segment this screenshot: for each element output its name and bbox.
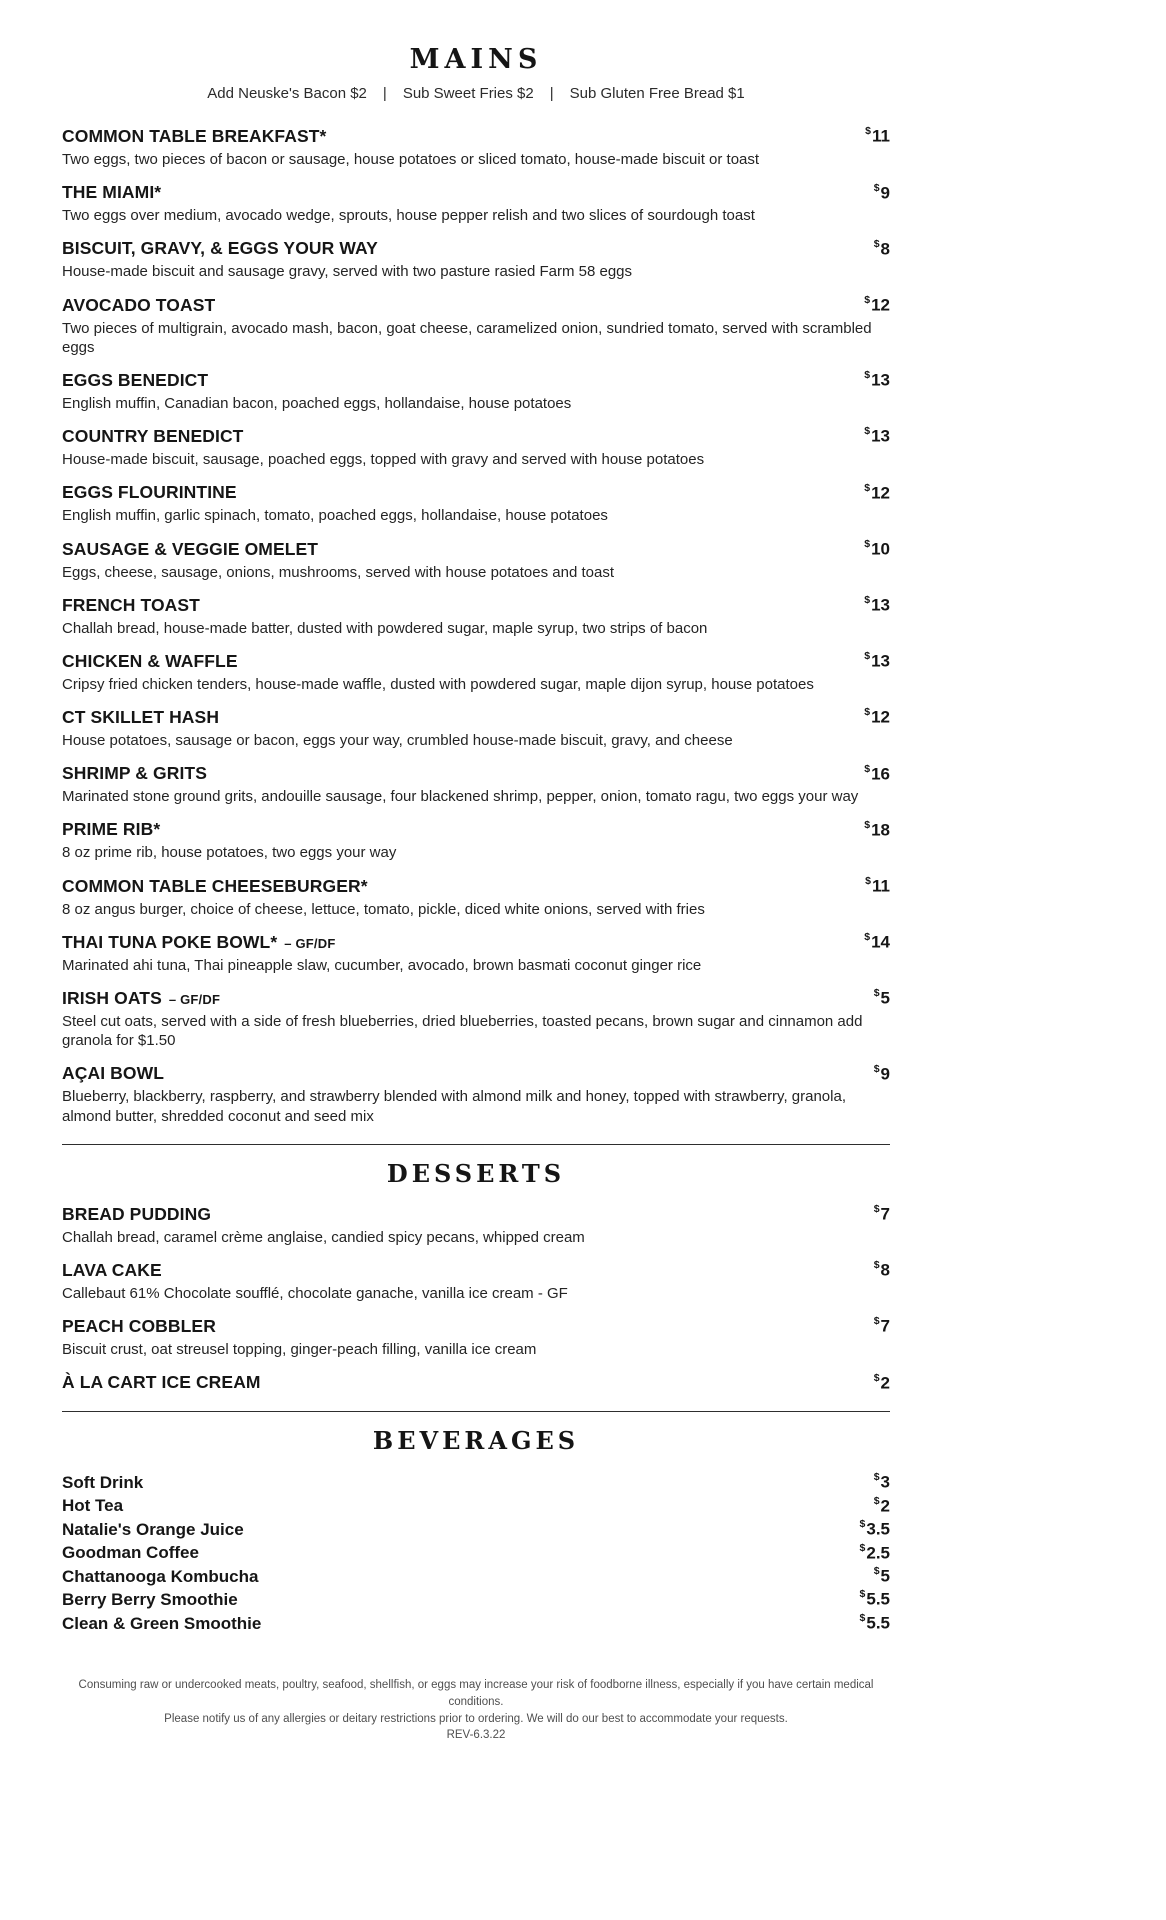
beverage-name: Goodman Coffee	[62, 1543, 199, 1563]
beverage-item	[62, 1471, 890, 1494]
beverage-name: Berry Berry Smoothie	[62, 1590, 238, 1610]
currency-symbol: $	[864, 369, 871, 382]
menu-item	[62, 126, 890, 169]
beverages-item-list	[62, 1471, 890, 1635]
item-price: $12	[864, 706, 890, 728]
beverage-price: $5.5	[859, 1588, 890, 1610]
item-description: English muffin, garlic spinach, tomato, poached eggs, hollandaise, house potatoes	[62, 507, 608, 525]
item-description: Challah bread, house-made batter, dusted with powdered sugar, maple syrup, two strips of bacon	[62, 619, 708, 637]
item-price: $11	[865, 874, 890, 896]
currency-symbol: $	[864, 931, 871, 944]
beverage-item	[62, 1542, 890, 1565]
menu-item	[62, 988, 890, 1050]
desserts-item-list	[62, 1204, 890, 1394]
beverage-item	[62, 1518, 890, 1541]
addon-option: Sub Gluten Free Bread $1	[569, 85, 745, 102]
section-title-mains: MAINS	[409, 44, 543, 75]
section-divider	[62, 1411, 890, 1412]
item-name: LAVA CAKE	[62, 1259, 162, 1280]
item-description: Marinated ahi tuna, Thai pineapple slaw, cucumber, avocado, brown basmati coconut ginger rice	[62, 956, 702, 974]
item-description: Blueberry, blackberry, raspberry, and strawberry blended with almond milk and honey, topped with strawberry, granola, almond butter, shredded coconut and seed mix	[62, 1088, 846, 1125]
menu-item	[62, 1204, 890, 1247]
currency-symbol: $	[873, 987, 880, 1000]
item-price: $13	[864, 425, 890, 447]
menu-item	[62, 426, 890, 469]
item-name: COMMON TABLE CHEESEBURGER*	[62, 875, 368, 896]
mains-item-list	[62, 126, 890, 1126]
currency-symbol: $	[864, 650, 871, 663]
currency-symbol: $	[864, 293, 871, 306]
item-price: $7	[873, 1203, 890, 1224]
item-name: THAI TUNA POKE BOWL* – GF/DF	[62, 931, 336, 952]
item-price: $7	[873, 1315, 890, 1337]
menu-item	[62, 763, 890, 806]
beverage-price: $3	[873, 1471, 890, 1492]
item-name: SAUSAGE & VEGGIE OMELET	[62, 538, 319, 559]
currency-symbol: $	[859, 1588, 866, 1601]
menu-item	[62, 295, 890, 357]
item-description: Challah bread, caramel crème anglaise, candied spicy pecans, whipped cream	[62, 1228, 585, 1246]
item-price: $11	[865, 125, 890, 146]
item-description: Callebaut 61% Chocolate soufflé, chocolate ganache, vanilla ice cream - GF	[62, 1284, 568, 1302]
item-description: Steel cut oats, served with a side of fresh blueberries, dried blueberries, toasted pecans, brown sugar and cinnamon add granola for $1.50	[62, 1013, 863, 1050]
dietary-tag: – GF/DF	[284, 935, 336, 951]
beverage-item	[62, 1588, 890, 1611]
currency-symbol: $	[864, 537, 871, 550]
item-name: PEACH COBBLER	[62, 1316, 216, 1337]
menu-item	[62, 651, 890, 694]
item-description: Eggs, cheese, sausage, onions, mushrooms, served with house potatoes and toast	[62, 563, 614, 581]
section-title-beverages: BEVERAGES	[372, 1426, 580, 1456]
currency-symbol: $	[864, 706, 871, 719]
menu-item	[62, 238, 890, 281]
item-name: AVOCADO TOAST	[62, 294, 216, 315]
addon-option: Sub Sweet Fries $2	[402, 85, 534, 102]
item-description: House-made biscuit, sausage, poached eggs, topped with gravy and served with house potatoes	[62, 451, 705, 469]
menu-item	[62, 1063, 890, 1125]
item-name: THE MIAMI*	[62, 182, 162, 203]
beverage-price: $3.5	[859, 1518, 890, 1539]
menu-item	[62, 595, 890, 638]
currency-symbol: $	[864, 481, 871, 494]
item-price: $13	[864, 594, 890, 615]
beverage-item	[62, 1565, 890, 1588]
menu-item	[62, 819, 890, 862]
item-price: $18	[864, 818, 890, 840]
subtitle-separator: |	[549, 85, 554, 102]
currency-symbol: $	[865, 125, 872, 138]
currency-symbol: $	[873, 1315, 880, 1328]
item-description: Cripsy fried chicken tenders, house-made waffle, dusted with powdered sugar, maple dijon syrup, house potatoes	[62, 675, 814, 693]
currency-symbol: $	[873, 181, 880, 194]
section-title-desserts: DESSERTS	[386, 1158, 566, 1188]
menu-item	[62, 539, 890, 582]
currency-symbol: $	[859, 1611, 866, 1624]
item-description: Two pieces of multigrain, avocado mash, bacon, goat cheese, caramelized onion, sundried tomato, served with scrambled eggs	[62, 319, 872, 356]
item-description: 8 oz angus burger, choice of cheese, lettuce, tomato, pickle, diced white onions, served with fries	[62, 900, 705, 918]
revision-label: REV-6.3.22	[446, 1729, 506, 1742]
item-name: EGGS FLOURINTINE	[62, 482, 237, 503]
currency-symbol: $	[864, 762, 871, 775]
menu-item	[62, 876, 890, 919]
currency-symbol: $	[873, 237, 880, 250]
disclaimer-footer	[62, 1677, 890, 1744]
beverage-price: $2	[873, 1494, 890, 1516]
item-name: COMMON TABLE BREAKFAST*	[62, 126, 327, 146]
item-name: CT SKILLET HASH	[62, 707, 220, 728]
item-price: $9	[873, 181, 890, 203]
menu-item	[62, 1372, 890, 1393]
currency-symbol: $	[873, 1259, 880, 1272]
item-price: $5	[873, 987, 890, 1008]
item-name: COUNTRY BENEDICT	[62, 426, 244, 447]
item-description: Biscuit crust, oat streusel topping, ginger-peach filling, vanilla ice cream	[62, 1341, 537, 1359]
item-name: SHRIMP & GRITS	[62, 763, 207, 784]
subtitle-separator: |	[382, 85, 387, 102]
currency-symbol: $	[873, 1494, 880, 1507]
section-divider	[62, 1144, 890, 1145]
item-price: $12	[864, 293, 890, 315]
currency-symbol: $	[873, 1371, 880, 1384]
beverage-item	[62, 1495, 890, 1518]
beverage-name: Soft Drink	[62, 1472, 144, 1492]
item-name: EGGS BENEDICT	[62, 369, 209, 390]
currency-symbol: $	[865, 874, 872, 887]
beverage-name: Clean & Green Smoothie	[62, 1613, 262, 1633]
item-name: BREAD PUDDING	[62, 1203, 212, 1224]
item-name: BISCUIT, GRAVY, & EGGS YOUR WAY	[62, 238, 378, 259]
item-price: $8	[873, 1259, 890, 1280]
menu-page	[62, 44, 890, 1744]
beverage-price: $5	[873, 1565, 890, 1586]
item-description: Two eggs, two pieces of bacon or sausage, house potatoes or sliced tomato, house-made biscuit or toast	[62, 151, 760, 168]
item-name: CHICKEN & WAFFLE	[62, 650, 238, 671]
item-price: $10	[864, 537, 890, 559]
beverage-name: Chattanooga Kombucha	[62, 1566, 259, 1586]
item-description: English muffin, Canadian bacon, poached eggs, hollandaise, house potatoes	[62, 394, 572, 412]
item-price: $8	[873, 237, 890, 259]
beverage-name: Hot Tea	[62, 1496, 124, 1516]
item-price: $14	[864, 931, 890, 952]
menu-item	[62, 1260, 890, 1303]
addon-option: Add Neuske's Bacon $2	[207, 85, 367, 102]
item-description: 8 oz prime rib, house potatoes, two eggs your way	[62, 844, 397, 862]
currency-symbol: $	[859, 1541, 866, 1554]
currency-symbol: $	[873, 1565, 880, 1577]
item-price: $13	[864, 650, 890, 671]
item-price: $9	[873, 1062, 890, 1084]
item-price: $2	[873, 1371, 890, 1393]
item-price: $13	[864, 369, 890, 390]
menu-item	[62, 482, 890, 525]
currency-symbol: $	[864, 594, 871, 607]
item-description: House potatoes, sausage or bacon, eggs your way, crumbled house-made biscuit, gravy, and cheese	[62, 732, 733, 750]
menu-item	[62, 370, 890, 413]
beverage-price: $2.5	[859, 1541, 890, 1563]
menu-item	[62, 707, 890, 750]
dietary-tag: – GF/DF	[168, 992, 221, 1007]
beverage-item	[62, 1612, 890, 1635]
beverage-name: Natalie's Orange Juice	[62, 1519, 244, 1539]
menu-item	[62, 1316, 890, 1359]
item-name: AÇAI BOWL	[62, 1063, 164, 1084]
currency-symbol: $	[864, 818, 871, 831]
currency-symbol: $	[873, 1062, 880, 1075]
currency-symbol: $	[859, 1518, 866, 1531]
currency-symbol: $	[864, 425, 871, 438]
currency-symbol: $	[873, 1471, 880, 1484]
item-description: Two eggs over medium, avocado wedge, sprouts, house pepper relish and two slices of sourdough toast	[62, 207, 755, 225]
menu-item	[62, 182, 890, 225]
disclaimer-line-1: Consuming raw or undercooked meats, poultry, seafood, shellfish, or eggs may increase your risk of foodborne illness, especially if you have certain medical conditions.	[78, 1679, 874, 1708]
menu-item	[62, 932, 890, 975]
item-description: House-made biscuit and sausage gravy, served with two pasture rasied Farm 58 eggs	[62, 263, 633, 281]
item-name: PRIME RIB*	[62, 819, 161, 840]
item-description: Marinated stone ground grits, andouille sausage, four blackened shrimp, pepper, onion, tomato ragu, two eggs your way	[62, 788, 859, 806]
item-name: À LA CART ICE CREAM	[62, 1372, 261, 1393]
mains-addons-line	[62, 85, 890, 102]
item-name: IRISH OATS – GF/DF	[62, 988, 221, 1008]
item-price: $12	[864, 481, 890, 503]
disclaimer-line-2: Please notify us of any allergies or deitary restrictions prior to ordering. We will do our best to accommodate your requests.	[164, 1712, 788, 1725]
beverage-price: $5.5	[859, 1611, 890, 1633]
item-price: $16	[864, 762, 890, 784]
currency-symbol: $	[873, 1203, 880, 1216]
item-name: FRENCH TOAST	[62, 594, 200, 615]
